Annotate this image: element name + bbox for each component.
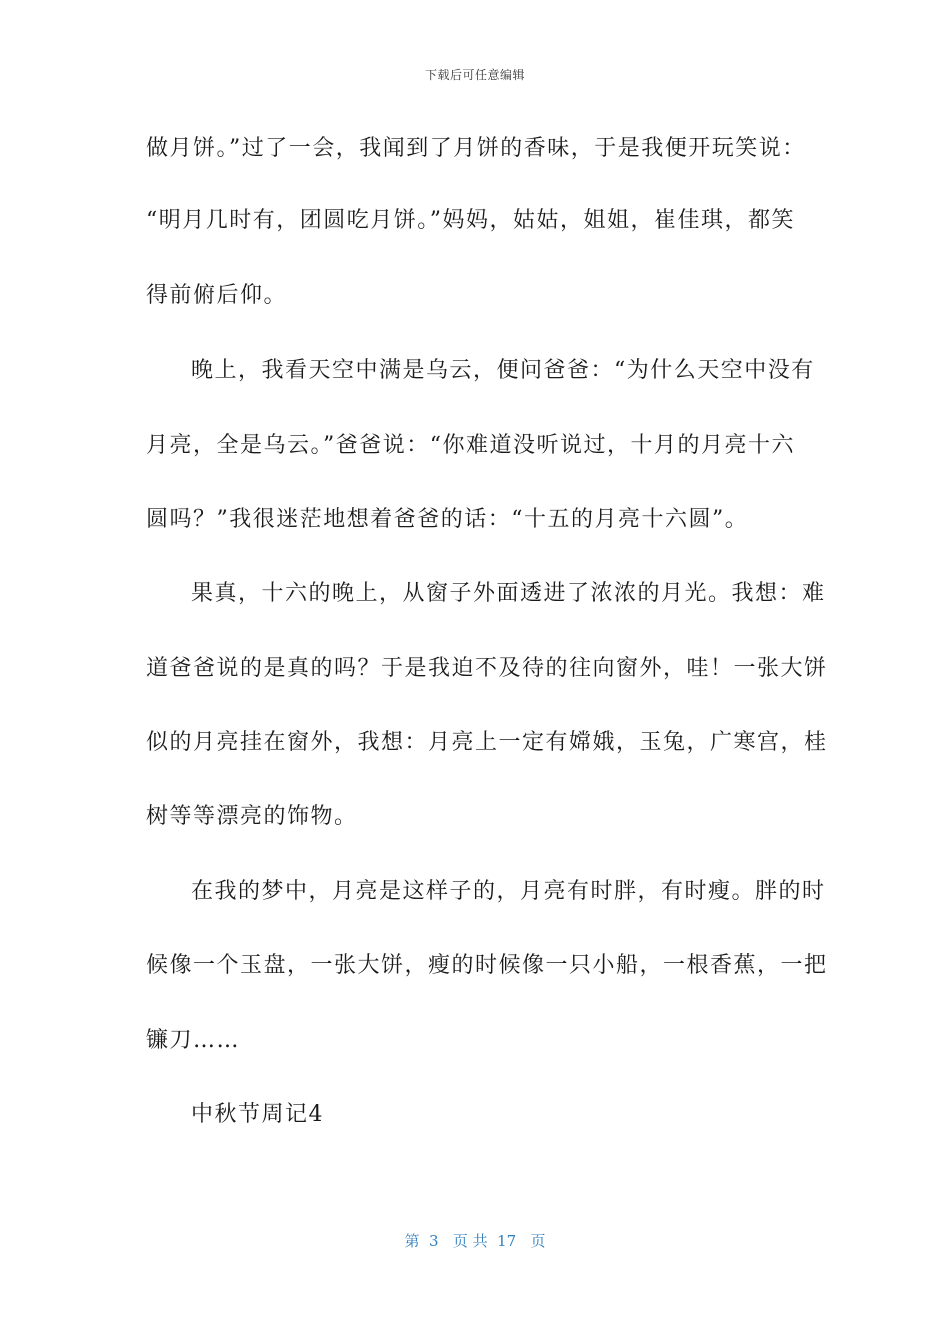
page-footer: 第 3 页 共 17 页 — [404, 1232, 546, 1250]
text-line: 做月饼。”过了一会，我闻到了月饼的香味，于是我便开玩笑说： — [146, 136, 806, 161]
text-line: 得前俯后仰。 — [146, 283, 288, 308]
text-line: 道爸爸说的是真的吗？于是我迫不及待的往向窗外，哇！一张大饼 — [146, 656, 828, 681]
text-line: 镰刀…… — [146, 1028, 241, 1053]
section-heading: 中秋节周记4 — [191, 1102, 324, 1127]
paragraph-start-line: 在我的梦中，月亮是这样子的，月亮有时胖，有时瘦。胖的时 — [191, 879, 826, 904]
page-header: 下载后可任意编辑 — [424, 68, 525, 82]
text-line: 候像一个玉盘，一张大饼，瘦的时候像一只小船，一根香蕉，一把 — [146, 953, 828, 978]
text-line: “明月几时有，团圆吃月饼。”妈妈，姑姑，姐姐，崔佳琪，都笑 — [146, 208, 795, 233]
text-line: 圆吗？”我很迷茫地想着爸爸的话：“十五的月亮十六圆”。 — [146, 507, 749, 532]
text-line: 似的月亮挂在窗外，我想：月亮上一定有嫦娥，玉兔，广寒宫，桂 — [146, 730, 828, 755]
paragraph-start-line: 果真，十六的晚上，从窗子外面透进了浓浓的月光。我想：难 — [191, 581, 826, 606]
text-line: 月亮，全是乌云。”爸爸说：“你难道没听说过，十月的月亮十六 — [146, 433, 795, 458]
paragraph-start-line: 晚上，我看天空中满是乌云，便问爸爸：“为什么天空中没有 — [191, 358, 815, 383]
text-line: 树等等漂亮的饰物。 — [146, 804, 358, 829]
